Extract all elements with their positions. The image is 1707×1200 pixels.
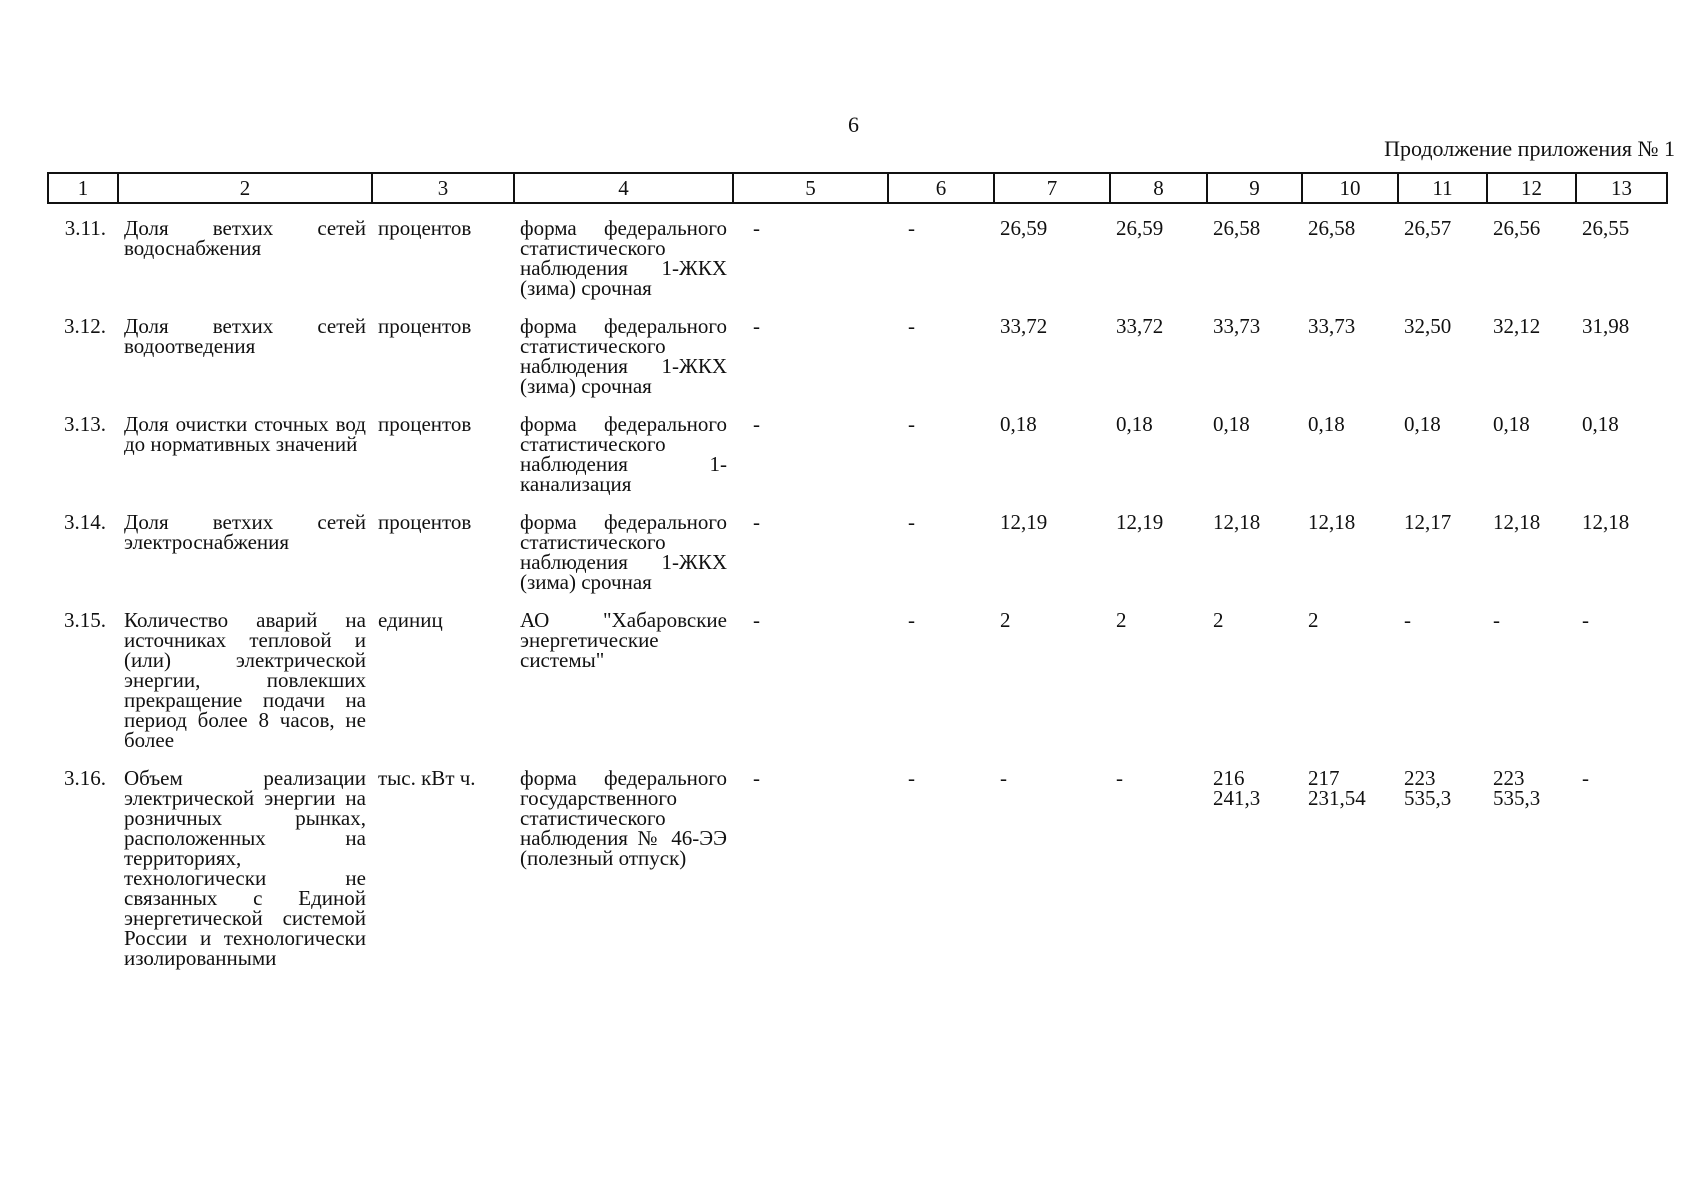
- value-col-10: 217 231,54: [1308, 766, 1366, 810]
- col-header-7: 7: [994, 173, 1110, 203]
- col-header-11: 11: [1398, 173, 1487, 203]
- value-col-5: -: [753, 314, 760, 338]
- value-col-6: -: [908, 314, 915, 338]
- value-col-6: -: [908, 766, 915, 790]
- col-header-6: 6: [888, 173, 994, 203]
- table-header: [48, 173, 1667, 203]
- value-col-11: -: [1404, 608, 1411, 632]
- row-number: 3.12.: [64, 314, 106, 338]
- value-col-11: 0,18: [1404, 412, 1441, 436]
- indicator-name: Доля ветхих сетей водоотведения: [124, 314, 366, 358]
- value-col-6: -: [908, 510, 915, 534]
- row-number: 3.14.: [64, 510, 106, 534]
- value-col-8: 0,18: [1116, 412, 1153, 436]
- col-header-8: 8: [1110, 173, 1207, 203]
- value-col-5: -: [753, 510, 760, 534]
- col-header-5: 5: [733, 173, 888, 203]
- value-col-5: -: [753, 412, 760, 436]
- col-header-12: 12: [1487, 173, 1576, 203]
- data-source: АО "Хабаровские энергетические системы": [520, 608, 727, 672]
- col-header-1: 1: [48, 173, 118, 203]
- table-row: [48, 298, 1667, 396]
- unit: процентов: [378, 412, 472, 436]
- value-col-10: 33,73: [1308, 314, 1356, 338]
- indicator-name: Доля очистки сточных вод до нормативных значений: [124, 412, 366, 456]
- value-col-13: 12,18: [1582, 510, 1630, 534]
- value-col-10: 26,58: [1308, 216, 1356, 240]
- value-col-8: 2: [1116, 608, 1127, 632]
- value-col-6: -: [908, 216, 915, 240]
- data-source: форма федерального статистического наблюдения 1-канализация: [520, 412, 727, 496]
- col-header-4: 4: [514, 173, 733, 203]
- unit: процентов: [378, 216, 472, 240]
- table-row: [48, 592, 1667, 750]
- value-col-9: 216 241,3: [1213, 766, 1261, 810]
- data-source: форма федерального государственного статистического наблюдения № 46-ЭЭ (полезный отпуск): [520, 766, 727, 870]
- value-col-13: -: [1582, 766, 1589, 790]
- col-header-3: 3: [372, 173, 514, 203]
- value-col-6: -: [908, 608, 915, 632]
- value-col-5: -: [753, 216, 760, 240]
- value-col-11: 223 535,3: [1404, 766, 1452, 810]
- col-header-10: 10: [1302, 173, 1398, 203]
- col-header-2: 2: [118, 173, 372, 203]
- value-col-12: 223 535,3: [1493, 766, 1541, 810]
- value-col-12: 12,18: [1493, 510, 1541, 534]
- col-header-13: 13: [1576, 173, 1667, 203]
- table-row: [48, 203, 1667, 298]
- value-col-11: 26,57: [1404, 216, 1452, 240]
- value-col-13: -: [1582, 608, 1589, 632]
- table-row: [48, 396, 1667, 494]
- unit: единиц: [378, 608, 443, 632]
- unit: процентов: [378, 510, 472, 534]
- value-col-7: 33,72: [1000, 314, 1048, 338]
- value-col-12: 0,18: [1493, 412, 1530, 436]
- value-col-7: 2: [1000, 608, 1011, 632]
- row-number: 3.16.: [64, 766, 106, 790]
- value-col-11: 12,17: [1404, 510, 1452, 534]
- data-source: форма федерального статистического наблюдения 1-ЖКХ (зима) срочная: [520, 314, 727, 398]
- unit: процентов: [378, 314, 472, 338]
- data-source: форма федерального статистического наблюдения 1-ЖКХ (зима) срочная: [520, 510, 727, 594]
- value-col-9: 0,18: [1213, 412, 1250, 436]
- continuation-title: Продолжение приложения № 1: [1384, 136, 1675, 161]
- unit: тыс. кВт ч.: [378, 766, 476, 790]
- value-col-12: 32,12: [1493, 314, 1541, 338]
- value-col-7: 12,19: [1000, 510, 1048, 534]
- value-col-7: 0,18: [1000, 412, 1037, 436]
- row-number: 3.13.: [64, 412, 106, 436]
- value-col-7: -: [1000, 766, 1007, 790]
- value-col-13: 31,98: [1582, 314, 1630, 338]
- value-col-10: 12,18: [1308, 510, 1356, 534]
- value-col-11: 32,50: [1404, 314, 1452, 338]
- value-col-9: 12,18: [1213, 510, 1261, 534]
- value-col-13: 0,18: [1582, 412, 1619, 436]
- value-col-13: 26,55: [1582, 216, 1630, 240]
- indicator-name: Объем реализации электрической энергии на розничных рынках, расположенных на территориях, технологически не связанных с Единой энергетической системой России и технологически изолированными: [124, 766, 366, 970]
- table-row: [48, 494, 1667, 592]
- value-col-5: -: [753, 608, 760, 632]
- indicator-table: [47, 172, 1668, 968]
- value-col-9: 2: [1213, 608, 1224, 632]
- value-col-12: -: [1493, 608, 1500, 632]
- value-col-5: -: [753, 766, 760, 790]
- table-row: [48, 750, 1667, 968]
- indicator-name: Доля ветхих сетей водоснабжения: [124, 216, 366, 260]
- value-col-9: 33,73: [1213, 314, 1261, 338]
- value-col-10: 0,18: [1308, 412, 1345, 436]
- value-col-8: 26,59: [1116, 216, 1164, 240]
- value-col-12: 26,56: [1493, 216, 1541, 240]
- col-header-9: 9: [1207, 173, 1302, 203]
- value-col-7: 26,59: [1000, 216, 1048, 240]
- value-col-9: 26,58: [1213, 216, 1261, 240]
- value-col-6: -: [908, 412, 915, 436]
- value-col-10: 2: [1308, 608, 1319, 632]
- value-col-8: 12,19: [1116, 510, 1164, 534]
- page-number: 6: [848, 112, 859, 137]
- row-number: 3.11.: [64, 216, 106, 240]
- indicator-name: Доля ветхих сетей электроснабжения: [124, 510, 366, 554]
- value-col-8: 33,72: [1116, 314, 1164, 338]
- row-number: 3.15.: [64, 608, 106, 632]
- value-col-8: -: [1116, 766, 1123, 790]
- indicator-name: Количество аварий на источниках тепловой и (или) электрической энергии, повлекших прекращение подачи на период более 8 часов, не более: [124, 608, 366, 752]
- data-source: форма федерального статистического наблюдения 1-ЖКХ (зима) срочная: [520, 216, 727, 300]
